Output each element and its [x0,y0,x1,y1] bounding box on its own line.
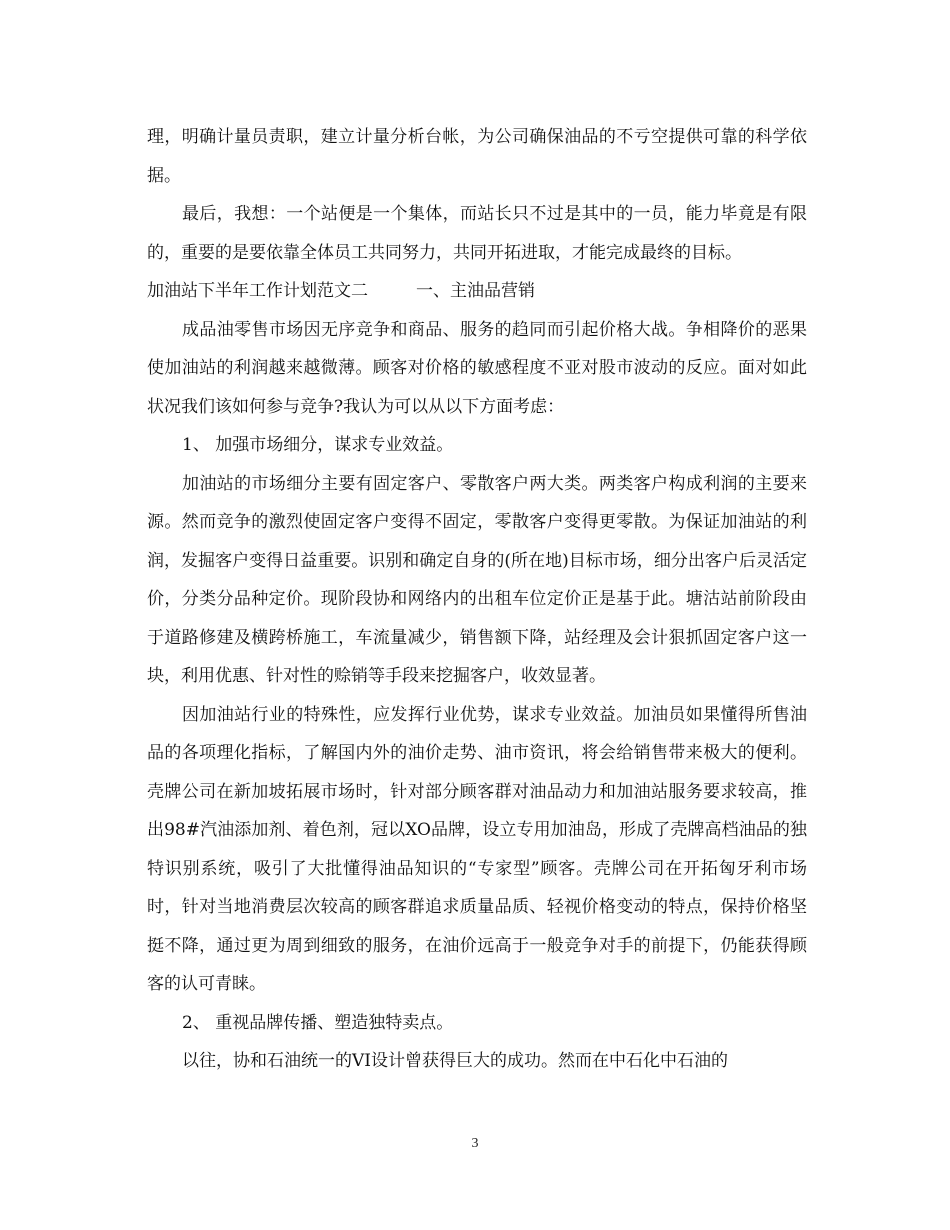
paragraph-professional-benefit: 因加油站行业的特殊性，应发挥行业优势，谋求专业效益。加油员如果懂得所售油品的各项理化指标，了解国内外的油价走势、油市资讯，将会给销售带来极大的便利。壳牌公司在新加坡拓展市场时，针对部分顾客群对油品动力和加油站服务要求较高，推出98#汽油添加剂、着色剂，冠以XO品牌，设立专用加油岛，形成了壳牌高档油品的独特识别系统，吸引了大批懂得油品知识的“专家型”顾客。壳牌公司在开拓匈牙利市场时，针对当地消费层次较高的顾客群追求质量品质、轻视价格变动的特点，保持价格坚挺不降，通过更为周到细致的服务，在油价远高于一般竞争对手的前提下，仍能获得顾客的认可青睐。 [147,704,807,994]
subheading-2: 2、 重视品牌传播、塑造独特卖点。 [182,1012,454,1033]
paragraph-conclusion: 最后，我想：一个站便是一个集体，而站长只不过是其中的一员，能力毕竟是有限的，重要的是要依靠全体员工共同努力，共同开拓进取，才能完成最终的目标。 [147,204,807,263]
section-title: 一、主油品营销 [416,281,535,301]
paragraph-segmentation: 加油站的市场细分主要有固定客户、零散客户两大类。两类客户构成利润的主要来源。然而竞争的激烈使固定客户变得不固定，零散客户变得更零散。为保证加油站的利润，发掘客户变得日益重要。识别和确定自身的(所在地)目标市场，细分出客户后灵活定价，分类分品种定价。现阶段协和网络内的出租车位定价正是基于此。塘沽站前阶段由于道路修建及横跨桥施工，车流量减少，销售额下降，站经理及会计狠抓固定客户这一块，利用优惠、针对性的赊销等手段来挖掘客户，收效显著。 [147,473,807,686]
section-heading [147,272,807,311]
paragraph-market-intro: 成品油零售市场因无序竞争和商品、服务的趋同而引起价格大战。争相降价的恶果使加油站的利润越来越微薄。顾客对价格的敏感程度不亚对股市波动的反应。面对如此状况我们该如何参与竞争?我认为可以从以下方面考虑： [147,319,807,417]
paragraph-brand: 以往，协和石油统一的VI设计曾获得巨大的成功。然而在中石化中石油的 [182,1051,728,1071]
page-body [147,118,807,1081]
page-number: 3 [471,1136,479,1151]
paragraph-continuation: 理，明确计量员责职，建立计量分析台帐，为公司确保油品的不亏空提供可靠的科学依据。 [147,127,807,186]
subheading-1: 1、 加强市场细分，谋求专业效益。 [182,435,454,455]
document-title: 加油站下半年工作计划范文二 [147,281,368,301]
